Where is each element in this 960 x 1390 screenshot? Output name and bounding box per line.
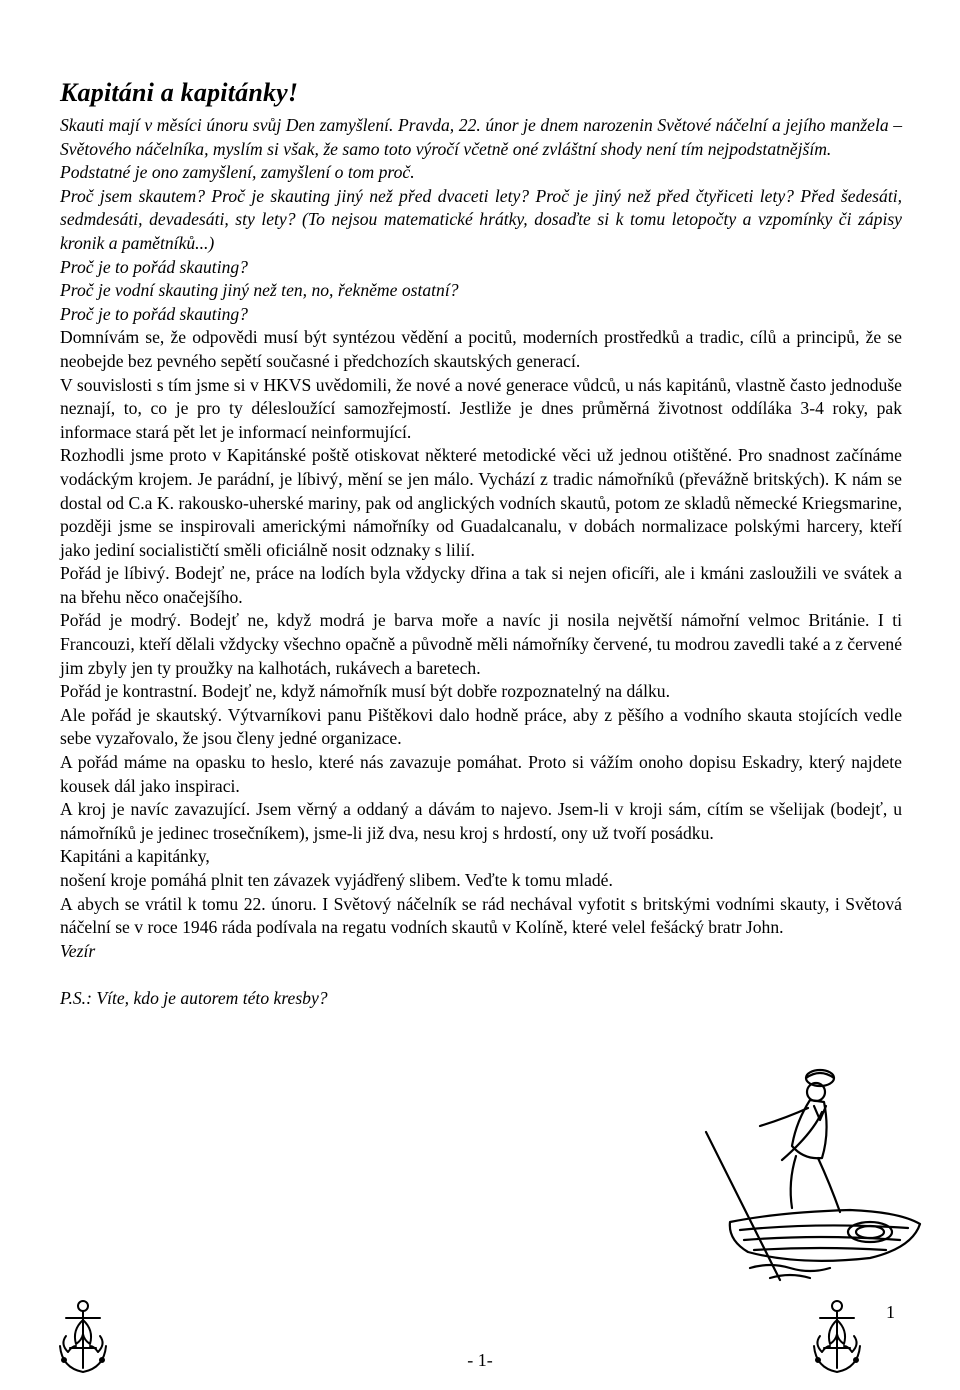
signature: Vezír [60,940,96,961]
article-title: Kapitáni a kapitánky! [60,78,299,107]
paragraph-question-water-scouting: Proč je vodní skauting jiný než ten, no, řekněme ostatní? [60,280,459,301]
sailor-punting-boat-drawing [700,1062,940,1292]
paragraph-contrast: Pořád je kontrastní. Bodejť ne, když námořník musí být dobře rozpoznatelný na dálku. [60,681,670,702]
paragraph-hkvs: V souvislosti s tím jsme si v HKVS uvědomili, že nové a nové generace vůdců, u nás kapitánů, vlastně často jednoduše neznají, to, co je pro ty délesloužící samozřejmostí. Jestliže je dnes průměrná životnost oddíláka 3-4 roky, pak informace stará pět let je informací neinformující. [60,374,902,442]
paragraph-intro: Skauti mají v měsíci únoru svůj Den zamyšlení. Pravda, 22. únor je dnem narozenin Světové náčelní a jejího manžela – Světového náčelníka, myslím si však, že samo toto výročí včetně oné zvláštní shody není tím nejpodstatnějším. [60,115,902,159]
paragraph-question-still-scouting-2: Proč je to pořád skauting? [60,303,248,324]
paragraph-february: A abych se vrátil k tomu 22. únoru. I Světový náčelník se rád nechával vyfotit s britskými vodními skauty, i Světová náčelní se v roce 1946 ráda podívala na regatu vodních skautů v Kolíně, které velel fešácký bratr John. [60,893,902,938]
paragraph-motto: A pořád máme na opasku to heslo, které nás zavazuje pomáhat. Proto si vážím onoho dopisu Eskadry, který najdete kousek dál jako inspiraci. [60,752,902,796]
postscript: P.S.: Víte, kdo je autorem této kresby? [60,988,328,1009]
paragraph-questions: Proč jsem skautem? Proč je skauting jiný než před dvaceti lety? Proč je jiný než před čtyřiceti lety? Před šedesáti, sedmdesáti, devadesáti, sty lety? (To nejsou matematické hrátky, dosaďte si k tomu letopočty a vzpomínky či zápisy kronik a pamětníků...) [60,185,902,253]
paragraph-address: Kapitáni a kapitánky, [60,846,210,867]
paragraph-obligation: A kroj je navíc zavazující. Jsem věrný a oddaný a dávám to najevo. Jsem-li v kroji sám, cítím se všelijak (bodejť, u námořníků je jedinec trosečníkem), jsme-li již dva, nesu kroj s hrdostí, ony už tvoří posádku. [60,799,902,843]
paragraph-promise: nošení kroje pomáhá plnit ten závazek vyjádřený slibem. Veďte k tomu mladé. [60,870,613,890]
paragraph-scout: Ale pořád je skautský. Výtvarníkovi panu Pištěkovi dalo hodně práce, aby z pěšího a vodního skauta stojících vedle sebe vyzařovalo, že jsou členy jedné organizace. [60,704,902,749]
paragraph-blue: Pořád je modrý. Bodejť ne, když modrá je barva moře a navíc ji nosila největší námořní velmoc Británie. I ti Francouzi, kteří dělali vždycky všechno opačně a původně měli námořníky červené, tu modrou zavedli také a z červené jim zbyly jen ty proužky na kalhotách, rukávech a baretech. [60,610,902,678]
paragraph-answer: Domnívám se, že odpovědi musí být syntézou vědění a pocitů, moderních prostředků a tradic, cílů a principů, že se neobejde bez pevného sepětí současné i předchozích skautských generací. [60,327,902,371]
article [60,78,902,1011]
page-footer-number: - 1- [467,1350,493,1370]
paragraph-reflection: Podstatné je ono zamyšlení, zamyšlení o tom proč. [60,162,415,183]
paragraph-question-still-scouting: Proč je to pořád skauting? [60,256,248,277]
page-number: 1 [886,1302,895,1322]
paragraph-attractive: Pořád je líbivý. Bodejť ne, práce na lodích byla vždycky dřina a tak si nejen oficíři, ale i kmáni zasloužili ve svátek a na břehu něco onačejšího. [60,563,902,607]
paragraph-uniform-history: Rozhodli jsme proto v Kapitánské poště otiskovat některé metodické věci už jednou otištěné. Pro snadnost začínáme vodáckým krojem. Je parádní, je líbivý, mění se jen málo. Vychází z tradic námořníků (převážně britských). K nám se dostal od C.a K. rakousko-uherské mariny, pak od anglických vodních skautů, potom ze skladů německé Kriegsmarine, později jsme se inspirovali americkými námořníky od Guadalcanalu, v dobách normalizace polskými harcery, kteří jako jediní socialističtí směli oficiálně nosit odznaky s lilií. [60,445,902,560]
